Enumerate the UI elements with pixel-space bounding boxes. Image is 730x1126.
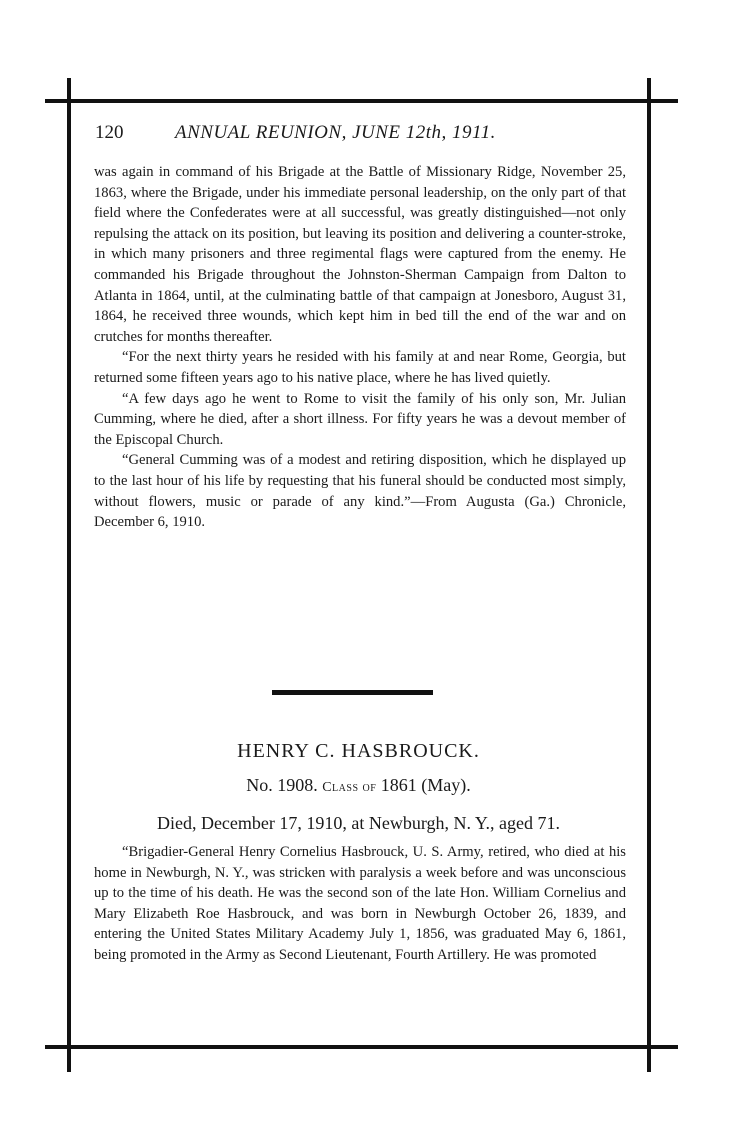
- continued-text: [94, 162, 626, 533]
- paragraph: “A few days ago he went to Rome to visit the family of his only son, Mr. Julian Cumming, where he died, after a short illness. For fifty years he was a devout member of the Episcopal Church.: [94, 390, 626, 448]
- paragraph: was again in command of his Brigade at the Battle of Missionary Ridge, November 25, 1863, where the Brigade, under his immediate personal leadership, on the only part of that field where the Confederates were at all successful, was greatly distinguished—not only repulsing the attack on its position, but leaving its position and delivering a counter-stroke, in which many prisoners and three regimental flags were captured from the enemy. He commanded his Brigade throughout the Johnston-Sherman Campaign from Dalton to Atlanta in 1864, until, at the culminating battle of that campaign at Jonesboro, August 31, 1864, he received three wounds, which kept him in bed till the end of the war and on crutches for months thereafter.: [94, 164, 626, 345]
- obituary-text: [94, 842, 626, 966]
- page-header: [95, 122, 635, 148]
- paragraph: “General Cumming was of a modest and retiring disposition, which he displayed up to the last hour of his life by requesting that his funeral should be conducted most simply, without flowers, music or parade of any kind.”—From Augusta (Ga.) Chronicle, December 6, 1910.: [94, 452, 626, 531]
- page-number: 120: [95, 122, 124, 143]
- section-divider: [272, 690, 433, 695]
- obituary-name: HENRY C. HASBROUCK.: [237, 740, 480, 762]
- right-border-rule: [647, 78, 651, 1072]
- paragraph: “Brigadier-General Henry Cornelius Hasbrouck, U. S. Army, retired, who died at his home in Newburgh, N. Y., was stricken with paralysis a week before and was unconscious up to the time of his death. He was the second son of the late Hon. William Cornelius and Mary Elizabeth Roe Hasbrouck, and was born in Newburgh October 26, 1839, and entering the United States Military Academy July 1, 1856, was graduated May 6, 1861, being promoted in the Army as Second Lieutenant, Fourth Artillery. He was promoted: [94, 844, 626, 963]
- left-border-rule: [67, 78, 71, 1072]
- running-title: ANNUAL REUNION, JUNE 12th, 1911.: [175, 122, 496, 143]
- bottom-border-rule: [45, 1045, 678, 1049]
- cullum-number: No. 1908.: [246, 775, 318, 795]
- class-year: 1861 (May).: [380, 775, 471, 795]
- class-line: [70, 775, 647, 796]
- death-line: Died, December 17, 1910, at Newburgh, N. Y., aged 71.: [156, 813, 561, 833]
- top-border-rule: [45, 99, 678, 103]
- paragraph: “For the next thirty years he resided with his family at and near Rome, Georgia, but returned some fifteen years ago to his native place, where he has lived quietly.: [94, 349, 626, 386]
- class-label: Class of: [322, 780, 377, 795]
